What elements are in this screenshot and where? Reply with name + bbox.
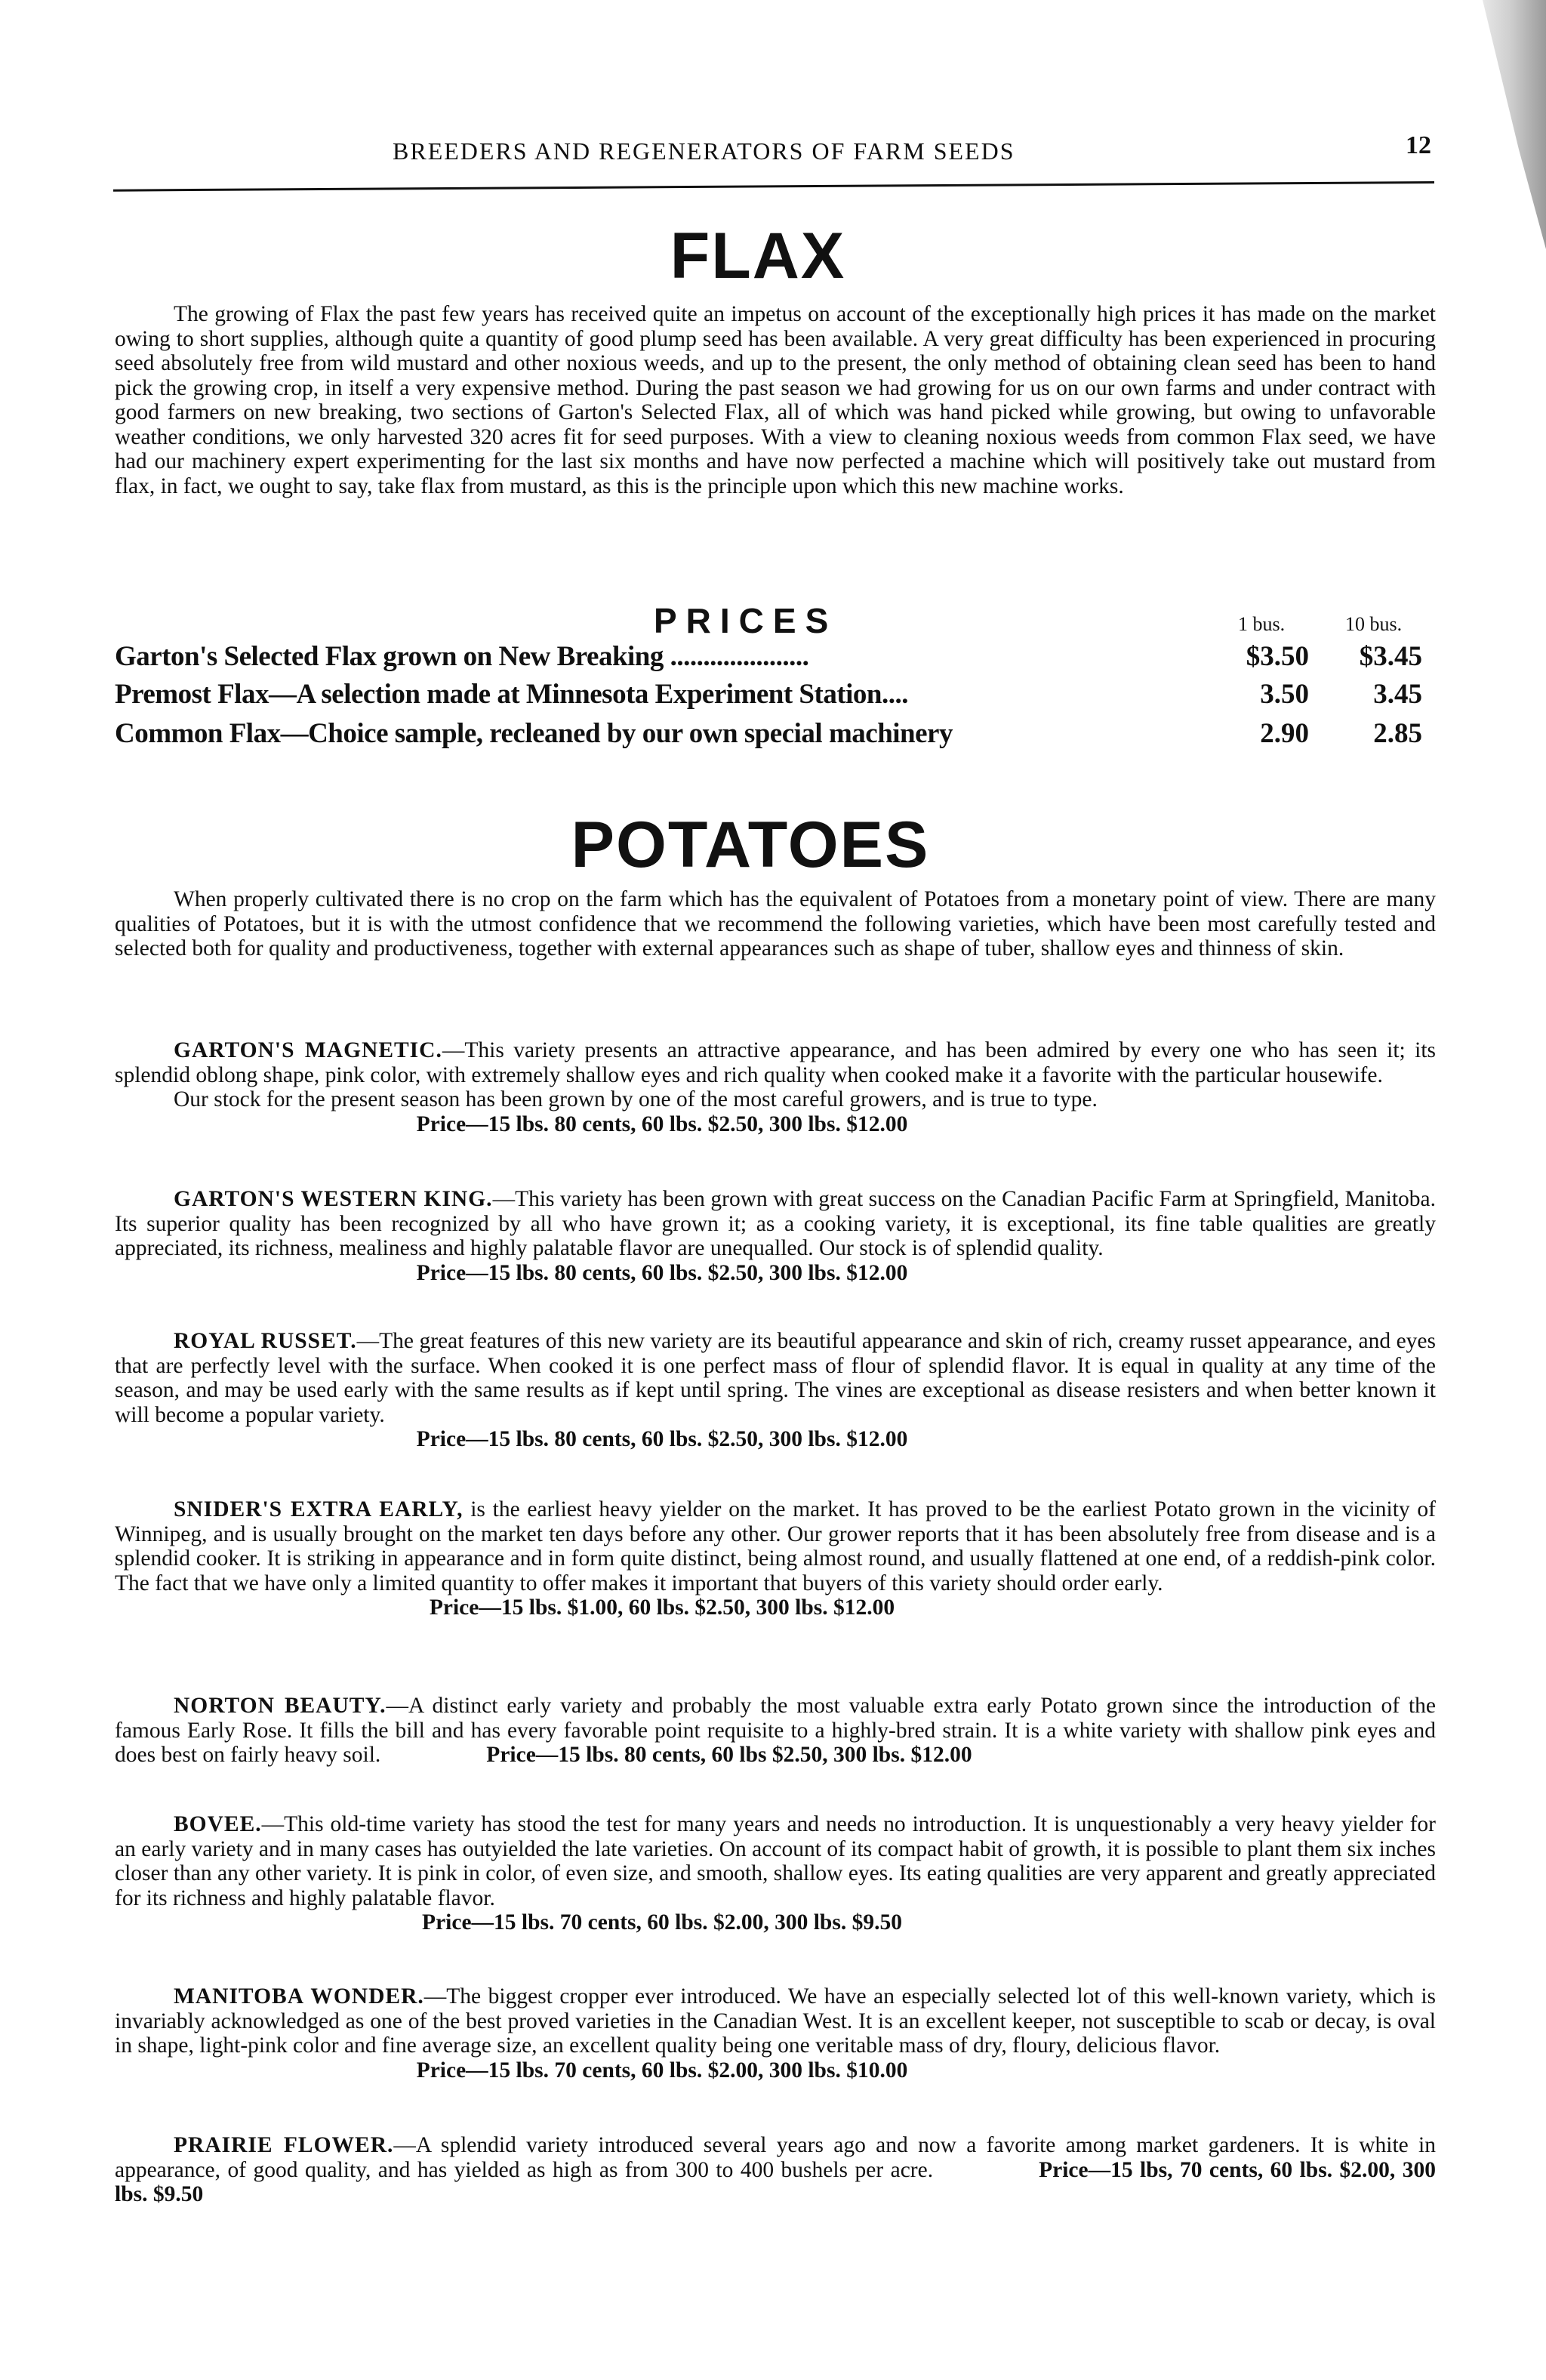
variety-price: Price—15 lbs. 70 cents, 60 lbs. $2.00, 300 lbs. $10.00: [416, 2058, 908, 2082]
variety-description: —A splendid variety introduced several years ago and now a favorite among market gardeners. It is white in appearance, of good quality, and has yielded as high as from 300 to 400 bushels per acre.: [115, 2133, 1436, 2182]
column-header-10-bushels: 10 bus.: [1345, 613, 1403, 635]
variety-price: Price—15 lbs. 80 cents, 60 lbs. $2.50, 300 lbs. $12.00: [416, 1111, 908, 1136]
price-row: [115, 717, 1443, 751]
column-header-1-bushel: 1 bus.: [1238, 613, 1286, 635]
variety-price: Price—15 lbs. 80 cents, 60 lbs. $2.50, 300 lbs. $12.00: [416, 1427, 908, 1451]
prices-heading: PRICES: [654, 601, 838, 640]
price-1-bushel: 2.90: [1260, 718, 1309, 749]
price-row-name: Garton's Selected Flax grown on New Breaking .....................: [115, 641, 809, 672]
variety-description-continued: Our stock for the present season has been grown by one of the most careful growers, and is true to type.: [174, 1087, 1098, 1111]
variety-entry: [115, 1329, 1436, 1452]
potatoes-intro-text: When properly cultivated there is no crop on the farm which has the equivalent of Potatoes from a monetary point of view. There are many qualities of Potatoes, but it is with the utmost confidence that we recommend the following varieties, which have been most carefully tested and selected both for quality and productiveness, together with external appearances such as shape of tuber, shallow eyes and thinness of skin.: [115, 887, 1436, 960]
variety-description: —This variety presents an attractive appearance, and has been admired by every one who has seen it; its splendid oblong shape, pink color, with extremely shallow eyes and rich quality when cooked make it a favorite with the particular housewife.: [115, 1038, 1437, 1087]
variety-price: Price—15 lbs. 80 cents, 60 lbs $2.50, 300 lbs. $12.00: [486, 1743, 972, 1767]
page-edge-shadow: [1455, 0, 1546, 249]
potatoes-intro-paragraph: [115, 887, 1436, 961]
variety-name: GARTON'S MAGNETIC.: [174, 1038, 442, 1062]
flax-intro-paragraph: [115, 302, 1436, 498]
variety-entry: [115, 1497, 1436, 1620]
variety-description: —The great features of this new variety are its beautiful appearance and skin of rich, creamy russet appearance, and eyes that are perfectly level with the surface. When cooked it is one perfect mass of flour of splendid flavor. It is equal in quality at any time of the season, and may be used early with the same results as if kept until spring. The vines are exceptional as disease resisters and when better known it will become a popular variety.: [115, 1329, 1436, 1427]
variety-name: PRAIRIE FLOWER.: [174, 2133, 394, 2157]
variety-name: NORTON BEAUTY.: [174, 1694, 386, 1718]
variety-entry: [115, 1984, 1436, 2082]
variety-entry: [115, 1038, 1436, 1136]
price-row: [115, 640, 1443, 674]
price-10-bushels: 3.45: [1373, 679, 1422, 710]
variety-entry: [115, 2133, 1436, 2207]
variety-description: is the earliest heavy yielder on the market. It has proved to be the earliest Potato grown in the vicinity of Winnipeg, and is usually brought on the market ten days before any other. Our grower reports that it has been absolutely free from disease and is a splendid cooker. It is striking in appearance and in form quite distinct, being almost round, and usually flattened at one end, of a reddish-pink color. The fact that we have only a limited quantity to offer makes it important that buyers of this variety should order early.: [115, 1497, 1437, 1595]
price-row-name: Premost Flax—A selection made at Minnesota Experiment Station....: [115, 679, 908, 710]
price-row: [115, 678, 1443, 711]
variety-name: SNIDER'S EXTRA EARLY,: [174, 1497, 463, 1521]
price-10-bushels: 2.85: [1373, 718, 1422, 749]
price-1-bushel: $3.50: [1246, 641, 1309, 672]
variety-price: Price—15 lbs. $1.00, 60 lbs. $2.50, 300 lbs. $12.00: [429, 1595, 895, 1620]
price-row-name: Common Flax—Choice sample, recleaned by our own special machinery: [115, 718, 953, 749]
variety-name: BOVEE.: [174, 1812, 262, 1836]
section-title-flax: FLAX: [670, 220, 846, 292]
variety-description: —A distinct early variety and probably the most valuable extra early Potato grown since the introduction of the famous Early Rose. It fills the bill and has every favorable point requisite to a highly-bred strain. It is a white variety with shallow pink eyes and does best on fairly heavy soil.: [115, 1694, 1436, 1767]
page-number: 12: [1406, 131, 1431, 159]
section-title-potatoes: POTATOES: [571, 809, 930, 881]
variety-name: ROYAL RUSSET.: [174, 1329, 357, 1353]
variety-price: Price—15 lbs. 80 cents, 60 lbs. $2.50, 300 lbs. $12.00: [416, 1260, 908, 1285]
price-10-bushels: $3.45: [1359, 641, 1422, 672]
variety-entry: [115, 1187, 1436, 1285]
variety-description: —This variety has been grown with great success on the Canadian Pacific Farm at Springfield, Manitoba. Its superior quality has been recognized by all who have grown it; as a cooking variety, it is exceptional, its fine table qualities are greatly appreciated, its richness, mealiness and highly palatable flavor are unequalled. Our stock is of splendid quality.: [115, 1187, 1436, 1260]
running-header: BREEDERS AND REGENERATORS OF FARM SEEDS: [393, 137, 1015, 165]
variety-description: —This old-time variety has stood the test for many years and needs no introduction. It is unquestionably a very heavy yielder for an early variety and in many cases has outyielded the late varieties. On account of its compact habit of growth, it is possible to plant them six inches closer than any other variety. It is pink in color, of even size, and smooth, shallow eyes. Its eating qualities are very apparent and greatly appreciated for its richness and highly palatable flavor.: [115, 1812, 1436, 1910]
variety-name: GARTON'S WESTERN KING.: [174, 1187, 493, 1211]
variety-price: Price—15 lbs, 70 cents, 60 lbs. $2.00, 300 lbs. $9.50: [115, 2157, 1436, 2206]
flax-intro-text: The growing of Flax the past few years has received quite an impetus on account of the exceptionally high prices it has made on the market owing to short supplies, although quite a quantity of good plump seed has been available. A very great difficulty has been experienced in procuring seed absolutely free from wild mustard and other noxious weeds, and up to the present, the only method of obtaining clean seed has been to hand pick the growing crop, in itself a very expensive method. During the past season we had growing for us on our own farms and under contract with good farmers on new breaking, two sections of Garton's Selected Flax, all of which was hand picked while growing, but owing to unfavorable weather conditions, we only harvested 320 acres fit for seed purposes. With a view to cleaning noxious weeds from common Flax seed, we have had our machinery expert experimenting for the last six months and have now perfected a machine which will positively take out mustard from flax, in fact, we ought to say, take flax from mustard, as this is the principle upon which this new machine works.: [115, 302, 1436, 498]
variety-description: —The biggest cropper ever introduced. We have an especially selected lot of this well-known variety, which is invariably acknowledged as one of the best proved varieties in the Canadian West. It is an excellent keeper, not susceptible to scab or decay, is oval in shape, light-pink color and fine average size, an excellent quality being one veritable mass of dry, floury, delicious flavor.: [115, 1984, 1436, 2058]
variety-price: Price—15 lbs. 70 cents, 60 lbs. $2.00, 300 lbs. $9.50: [422, 1910, 902, 1935]
variety-entry: [115, 1694, 1436, 1768]
price-1-bushel: 3.50: [1260, 679, 1309, 710]
variety-name: MANITOBA WONDER.: [174, 1984, 424, 2009]
variety-entry: [115, 1812, 1436, 1935]
header-rule: [113, 181, 1434, 192]
